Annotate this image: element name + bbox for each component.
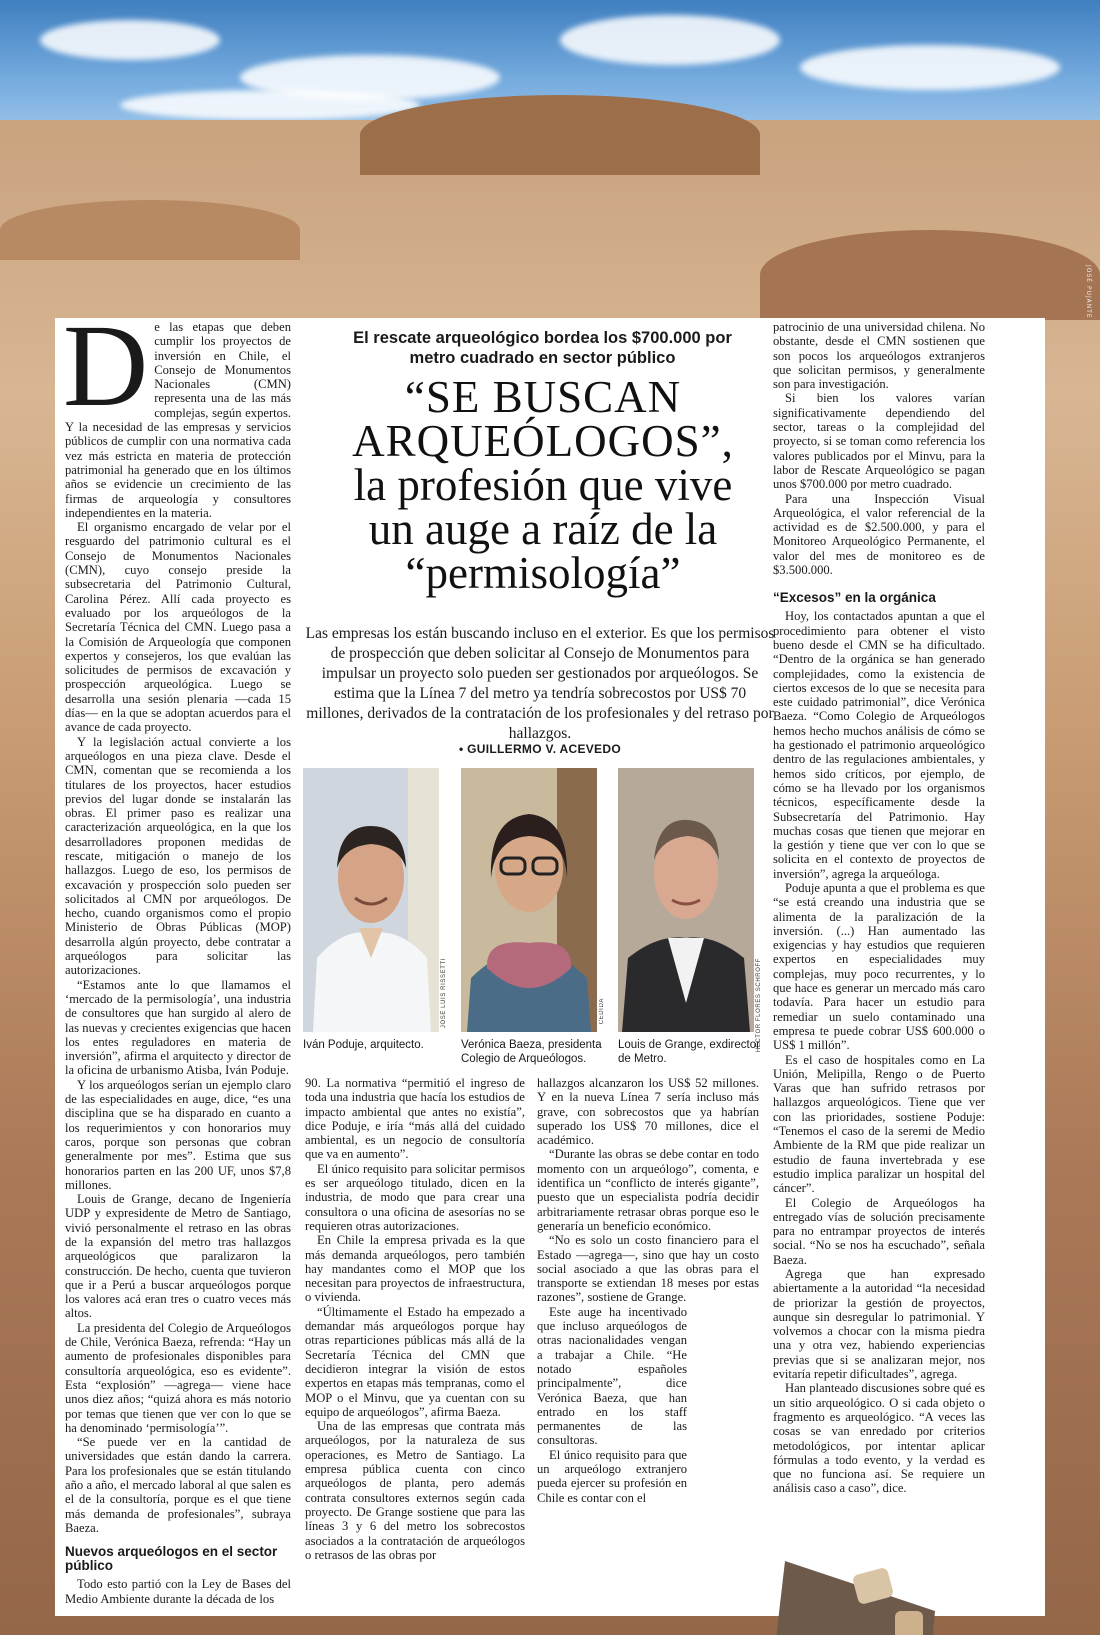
cloud: [800, 45, 1060, 90]
portrait-caption: Louis de Grange, exdirector de Metro.: [618, 1039, 760, 1065]
paragraph: “Durante las obras se debe contar en todo momento con un arqueólogo”, comenta, e identifica un “conflicto de interés gigante”, puesto que un especialista podría decidir arbitrariamente retrasar obras porque eso le generaría un beneficio económico.: [537, 1147, 759, 1233]
paragraph: Es el caso de hospitales como en La Unión, Melipilla, Rengo o de Puerto Varas que han sufrido retrasos por hallazgos arqueológicos. Tiene que ver con las prioridades, sostiene Poduje: “Tenemos el caso de la seremi de Medio Ambiente de la RM que pide realizar un estudio de fauna invertebrada y ese estudio implica paralizar un hospital del cáncer”.: [773, 1052, 985, 1196]
subheading: “Excesos” en la orgánica: [773, 590, 936, 606]
paragraph: 90. La normativa “permitió el ingreso de toda una industria que hacía los estudios de impacto ambiental que antes no existía”, dice Poduje, e iría “más allá del cuidado ambiental, es un negocio de consultoría que va en aumento”.: [305, 1076, 525, 1162]
paragraph: El único requisito para que un arqueólogo extranjero pueda ejercer su profesión en Chile es contar con el: [537, 1447, 687, 1505]
paragraph: “Últimamente el Estado ha empezado a demandar más arqueólogos porque hay otras reparticiones públicas más allá de la Secretaría Técnica del CMN que decidieron integrar la visión de estos expertos en etapas más tempranas, como el MOP o el Minvu, que ya cuentan con su equipo de arqueólogos”, afirma Baeza.: [305, 1304, 525, 1419]
portrait-credit: CEDIDA: [599, 998, 605, 1025]
paragraph: Poduje apunta a que el problema es que “se está creando una industria que se alimenta de la paralización de la inversión. (...) Han aumentado las exigencias y hay estudios que requieren expertos en especialidades muy complejas, muy poco recurrentes, y lo que hace es generar un mercado más caro todavía. Para hacer un estudio para remediar un suelo contaminado una empresa te puede cobrar US$ 600.000 o US$ 1 millón”.: [773, 880, 985, 1053]
paragraph: “Estamos ante lo que llamamos el ‘mercado de la permisología’, una industria de consultores que han surgido al alero de las nuevas y crecientes exigencias que hacen los entes reguladores en materia de inversión”, afirma el arquitecto y director de la oficina de urbanismo Atisba, Iván Poduje.: [65, 977, 291, 1078]
paragraph: Agrega que han expresado abiertamente a la autoridad “la necesidad de priorizar la gestión de proyectos, aunque sin desregular lo patrimonial. Y volvemos a chocar con la misma piedra una y otra vez, habiendo experiencias previas que si se analizaran mejor, nos evitaría repetir dificultades”, agrega.: [773, 1267, 985, 1382]
paragraph: El Colegio de Arqueólogos ha entregado vías de solución precisamente para no entrampar proyectos de interés social. “No se nos ha escuchado”, señala Baeza.: [773, 1195, 985, 1267]
paragraph: La presidenta del Colegio de Arqueólogos de Chile, Verónica Baeza, refrenda: “Hay un aumento de profesionales disponibles para consultoría arqueológica, eso es evidente”. Esta “explosión” —agrega— viene hace unos diez años; “quizá ahora es más notorio por temas que tienen que ver con lo que se ha denominado ‘permisología’”.: [65, 1320, 291, 1435]
paragraph: “Se puede ver en la cantidad de universidades que están dando la carrera. Para los profesionales que se están titulando año a año, el mercado laboral al que salen es el de la consultoría, porque es el que tiene más demanda de profesionales”, subraya Baeza.: [65, 1435, 291, 1535]
paragraph: Una de las empresas que contrata más arqueólogos, por la naturaleza de sus operaciones, es Metro de Santiago. La empresa pública cuenta con cinco arqueólogos de planta, pero además contrata consultores externos según cada proyecto. De Grange sostiene que para las líneas 3 y 6 del metro los sobrecostos asociados a la contratación de arqueólogos o retrasos de las obras por: [305, 1419, 525, 1562]
headline: “SE BUSCAN ARQUEÓLOGOS”, la profesión que vive un auge a raíz de la “permisología”: [352, 372, 734, 598]
cloud: [560, 15, 780, 65]
dune: [0, 200, 300, 260]
portrait-de-grange-image: [618, 768, 754, 1032]
portrait-poduje-image: [303, 768, 439, 1032]
portrait-de-grange: [618, 768, 754, 1032]
paragraph: hallazgos alcanzaron los US$ 52 millones. Y en la nueva Línea 7 sería incluso más grave, con sobrecostos que ya habrían superado los US$ 70 millones, dice el académico.: [537, 1076, 759, 1148]
paragraph: Para una Inspección Visual Arqueológica, el valor referencial de la actividad es de $2.500.000, y para el Monitoreo Arqueológico Permanente, el valor del mes de monitoreo es de $3.500.000.: [773, 491, 985, 578]
article-sheet: [55, 300, 1045, 1616]
subheading: Nuevos arqueólogos en el sector público: [65, 1544, 278, 1574]
paragraph: Louis de Grange, decano de Ingeniería UDP y expresidente de Metro de Santiago, vivió personalmente el retraso en las obras de la expansión del metro tras hallazgos arqueológicos que paralizaron la construcción. De hecho, cuenta que tuvieron que ir a Perú a buscar arqueólogos porque los valores acá eran tres o cuatro veces más altos.: [65, 1192, 291, 1321]
paragraph: Y los arqueólogos serían un ejemplo claro de las especialidades en auge, dice, “es una disciplina que se ha disparado en cuanto a los requerimientos y con honorarios muy caros, porque son personas que cobran generalmente por mes”. Estima que sus honorarios parten en las 200 UF, unos $7,8 millones.: [65, 1077, 291, 1192]
portrait-credit: JOSÉ LUIS RISSETTI: [441, 958, 447, 1029]
portrait-caption: Verónica Baeza, presidenta Colegio de Arqueólogos.: [461, 1039, 602, 1065]
paragraph: Y la legislación actual convierte a los arqueólogos en una pieza clave. Desde el CMN, comentan que se recomienda a los titulares de los proyectos, hacer estudios previos del lugar donde se instalarán las obras. El primer paso es realizar una caracterización arqueológica, en la que los desarrolladores proponen medidas de rescate, mitigación o manejo de los hallazgos. Luego de eso, los permisos de excavación y prospección solo pueden ser solicitados al CMN por arqueólogos. De hecho, cuando organismos como el propio Ministerio de Obras Públicas (MOP) desarrolla algún proyecto, debe contratar a arqueólogos para solicitar las autorizaciones.: [65, 734, 291, 978]
paragraph: El único requisito para solicitar permisos es ser arqueólogo titulado, dicen en la industria, de modo que para crear una consultora o una oficina de asesorías no se requieren otras autorizaciones.: [305, 1161, 525, 1233]
paragraph: Si bien los valores varían significativamente dependiendo del sector, tareas o la complejidad del proyecto, si se toman como referencia los valores publicados por el Minvu, para la labor de Rescate Arqueológico se pagan unos $700.000 por metro cuadrado.: [773, 391, 985, 492]
paragraph: En Chile la empresa privada es la que más demanda arqueólogos, pero también hay mandantes como el MOP que los necesitan para proyectos de infraestructura, o vivienda.: [305, 1233, 525, 1305]
paragraph: “No es solo un costo financiero para el Estado —agrega—, sino que hay un costo social asociado a que las obras para el transporte se extiendan 18 meses por estas razones”, sostiene de Grange.: [537, 1233, 759, 1305]
column-4: [773, 320, 985, 1496]
byline: • GUILLERMO V. ACEVEDO: [459, 742, 621, 756]
paragraph: El organismo encargado de velar por el resguardo del patrimonio cultural es el Consejo de Monumentos Nacionales (CMN), cuyo consejo preside la subsecretaria del Patrimonio Cultural, Carolina Pérez. Allí cada proyecto es evaluado por los arqueólogos de la Secretaría Técnica del CMN. Luego pasa a la Comisión de Arqueología que componen expertos y consejeros, los que evalúan las solicitudes de permisos de excavación y prospección arqueológica. Luego se desarrolla una sesión plenaria —cada 15 días— en la que se adoptan acuerdos para el avance de cada proyecto.: [65, 520, 291, 735]
paragraph: Este auge ha incentivado que incluso arqueólogos de otras nacionalidades vengan a trabajar a Chile. “He notado españoles principalmente”, dice Verónica Baeza, que han entrado en los staff permanentes de las consultoras.: [537, 1304, 687, 1448]
deck: Las empresas los están buscando incluso en el exterior. Es que los permisos de prospección que deben solicitar al Consejo de Monumentos para impulsar un proyecto solo pueden ser gestionados por arqueólogos. Se estima que la Línea 7 del metro ya tendría sobrecostos por US$ 70 millones, derivados de la contratación de los profesionales y del retraso por hallazgos.: [305, 625, 775, 742]
cloud: [120, 90, 420, 120]
dune: [760, 230, 1100, 320]
portrait-poduje: [303, 768, 439, 1032]
photo-credit: JOSÉ PUJANTE: [1085, 265, 1092, 319]
column-1: [63, 300, 291, 1606]
portrait-caption: Iván Poduje, arquitecto.: [303, 1039, 424, 1051]
paragraph: Hoy, los contactados apuntan a que el procedimiento para obtener el visto bueno desde el CMN se ha dificultado. “Dentro de la orgánica se han generado complejidades, como la existencia de ciertos excesos de lo que se necesita para este cuidado patrimonial”, dice Verónica Baeza. “Como Colegio de Arqueólogos hemos hecho muchos análisis de cómo se ha gestionado el patrimonio arqueológico dentro de las regulaciones ambientales, y hemos sido críticos, por ejemplo, de cómo se ha llevado por los organismos técnicos, específicamente desde la Subsecretaría del Patrimonio. Hay muchas cosas que tienen que mejorar en la gestión y tiene que ver con lo que se solicita en el contexto de proyectos de inversión”, agrega la arqueóloga.: [773, 609, 985, 881]
paragraph: Todo esto partió con la Ley de Bases del Medio Ambiente durante la década de los: [65, 1577, 291, 1606]
paragraph: Han planteado discusiones sobre qué es un sitio arqueológico. O si cada objeto o fragmento es arqueológico. “A veces las cosas se van enredado por criterios metodológicos, por intentar aplicar fórmulas a todo evento, y la verdad es que no funciona así. Se requiere un análisis caso a caso”, dice.: [773, 1381, 985, 1496]
portrait-baeza: [461, 768, 597, 1032]
artifacts-photo: [745, 1551, 945, 1635]
portrait-baeza-image: [461, 768, 597, 1032]
dune: [360, 95, 760, 175]
paragraph: De las etapas que deben cumplir los proyectos de inversión en Chile, el Consejo de Monumentos Nacionales (CMN) representa una de las más complejas, según expertos. Y la necesidad de las empresas y servicios públicos de cumplir con una normativa cada vez más estricta en materia de protección patrimonial ha generado que en los últimos años se evidencie un crecimiento de las firmas de arqueología y consultores independientes en la materia.: [63, 300, 291, 520]
paragraph: patrocinio de una universidad chilena. No obstante, desde el CMN sostienen que son pocos los arqueólogos extranjeros que solicitan permisos, y generalmente son para investigación.: [773, 320, 985, 392]
column-3: [537, 1076, 759, 1505]
portrait-credit: HÉCTOR FLORES SCHROFF: [756, 958, 762, 1053]
column-2: [305, 1076, 525, 1562]
kicker: El rescate arqueológico bordea los $700.000 por metro cuadrado en sector público: [353, 329, 732, 367]
cloud: [40, 20, 220, 60]
drop-cap: D: [63, 300, 149, 431]
